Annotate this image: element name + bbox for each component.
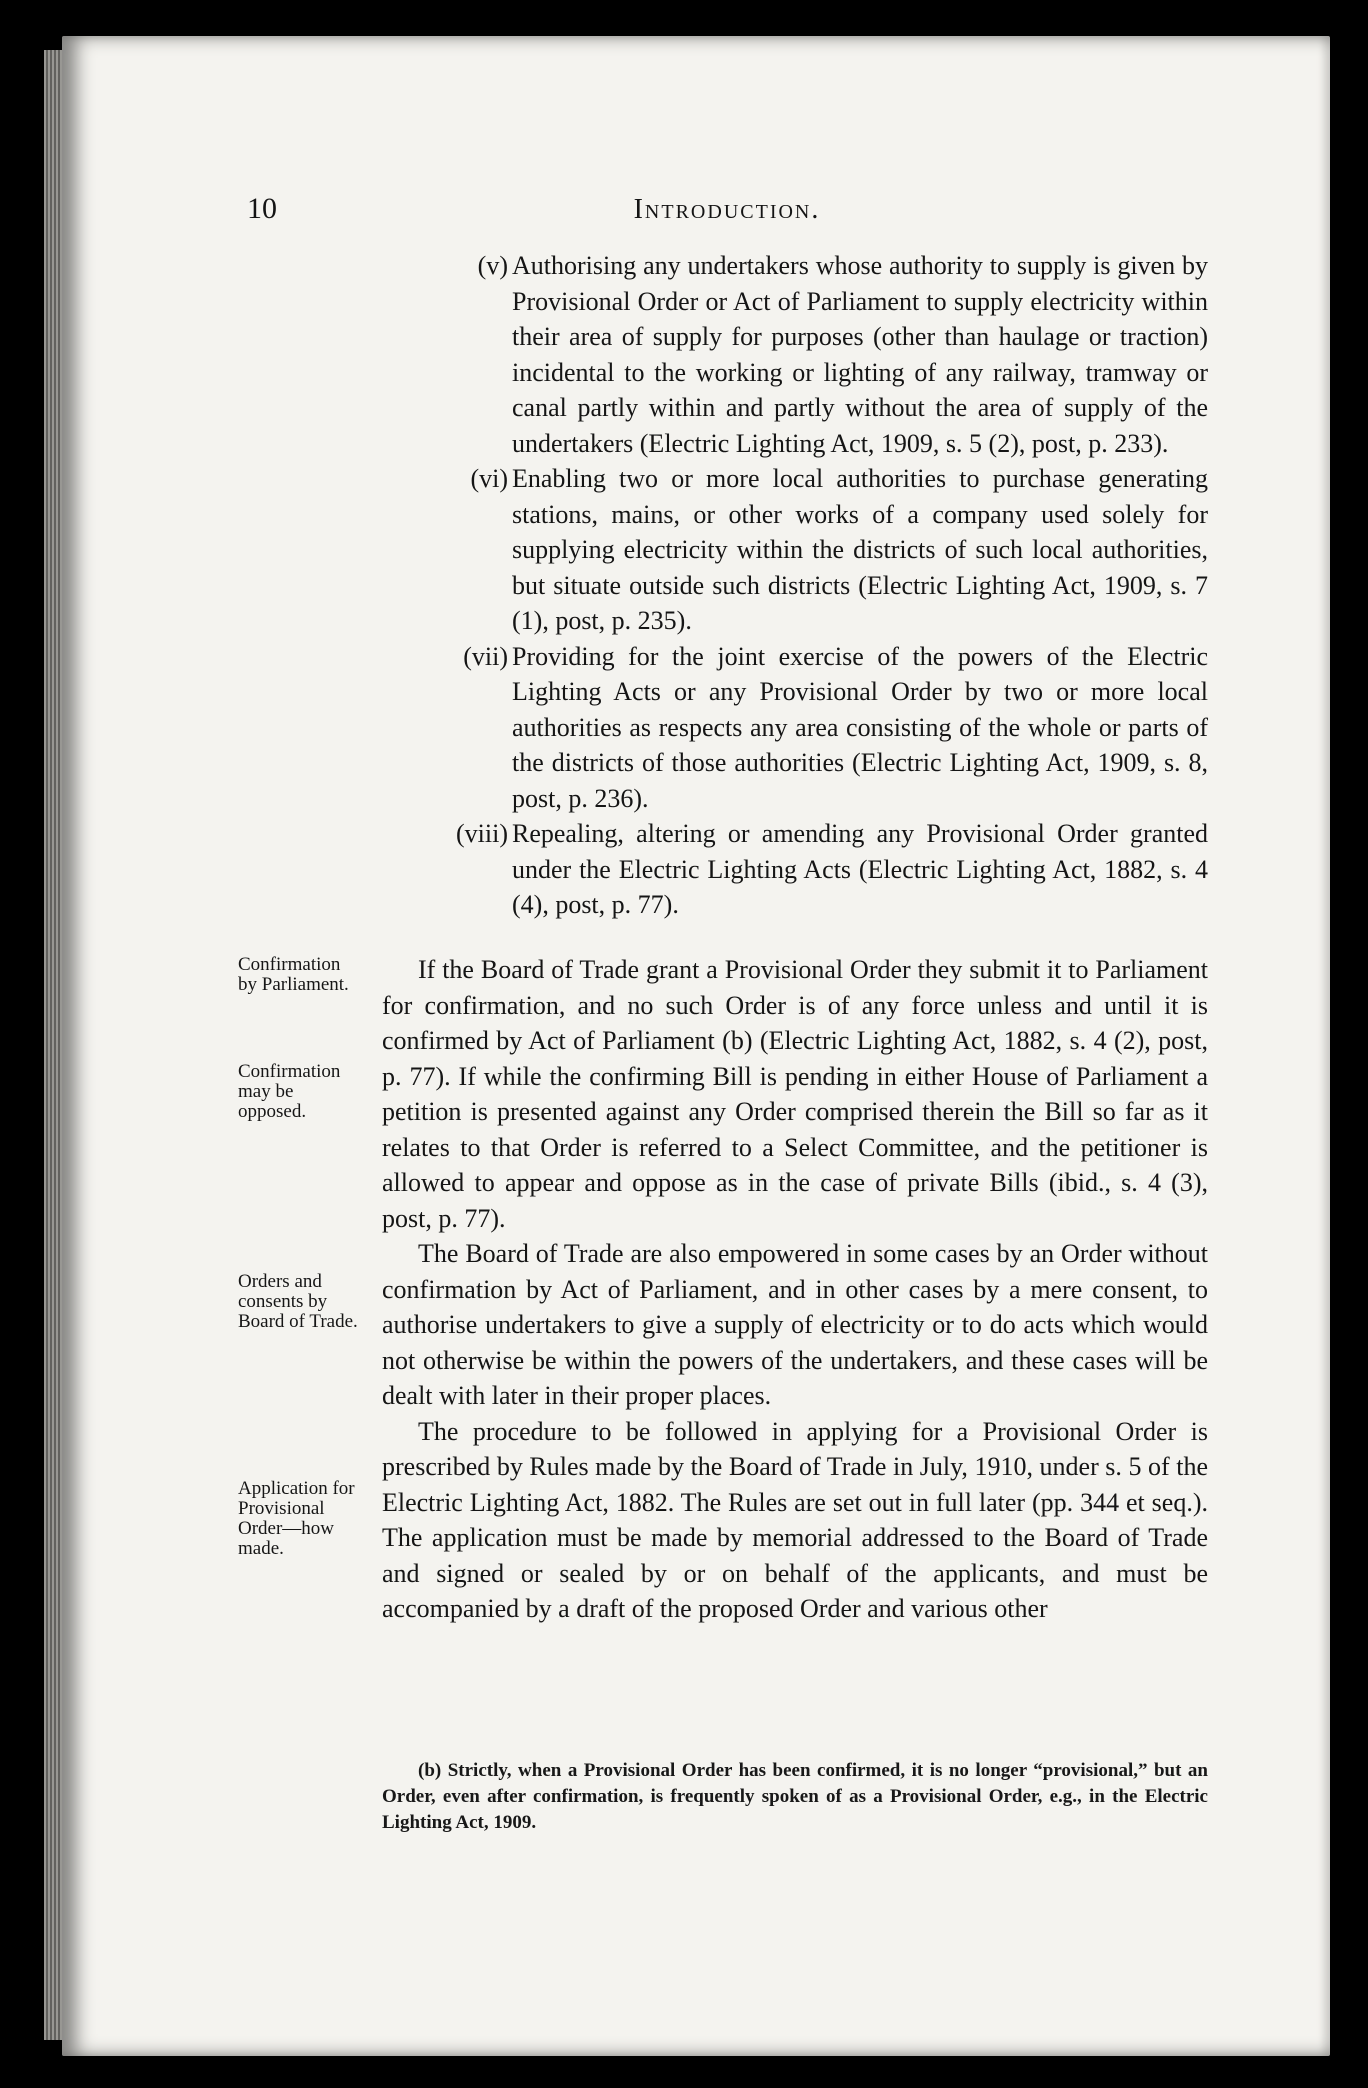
paragraph-orders: The Board of Trade are also empowered in some cases by an Order without confirmation by Act of Parliament, and in other cases by a mere consent, to authorise undertakers to give a supply of electricity or to do acts which would not otherwise be within the powers of the undertakers, and these cases will be dealt with later in their proper places. — [382, 1239, 1208, 1410]
enumerated-list — [382, 248, 1208, 923]
list-item-number: (vii) — [463, 641, 508, 671]
list-item-text: Providing for the joint exercise of the powers of the Electric Lighting Acts or any Provisional Order by two or more local authorities as respects any area consisting of the whole or parts of the districts of those authorities (Electric Lighting Act, 1909, s. 8, post, p. 236). — [512, 641, 1208, 813]
body-paragraphs — [382, 952, 1208, 1627]
list-item-text: Authorising any undertakers whose authority to supply is given by Provisional Order or Act of Parliament to supply electricity within their area of supply for purposes (other than haulage or traction) incidental to the working or lighting of any railway, tramway or canal partly within and partly without the area of supply of the undertakers (Electric Lighting Act, 1909, s. 5 (2), post, p. 233). — [512, 251, 1208, 458]
margin-note-orders: Orders and consents by Board of Trade. — [238, 1271, 358, 1332]
list-item — [382, 248, 1208, 461]
page-number: 10 — [247, 192, 277, 225]
list-item — [382, 639, 1208, 817]
margin-note-application: Application for Provisional Order—how made. — [238, 1478, 355, 1559]
list-item-text: Enabling two or more local authorities to purchase generating stations, mains, or other works of a company used solely for supplying electricity within the districts of such local authorities, but situate outside such districts (Electric Lighting Act, 1909, s. 7 (1), post, p. 235). — [512, 464, 1208, 635]
margin-note-opposed: Confirmation may be opposed. — [238, 1061, 341, 1122]
paragraph-confirmation: If the Board of Trade grant a Provisional Order they submit it to Parliament for confirmation, and no such Order is of any force unless and until it is confirmed by Act of Parliament (b) (Electric Lighting Act, 1882, s. 4 (2), post, p. 77). If while the confirming Bill is pending in either House of Parliament a petition is presented against any Order comprised therein the Bill so far as it relates to that Order is referred to a Select Committee, and the petitioner is allowed to appear and oppose as in the case of private Bills (ibid., s. 4 (3), post, p. 77). — [382, 955, 1208, 1233]
list-item-text: Repealing, altering or amending any Provisional Order granted under the Electric Lighting Acts (Electric Lighting Act, 1882, s. 4 (4), post, p. 77). — [512, 819, 1208, 919]
margin-note-confirmation: Confirmation by Parliament. — [238, 954, 349, 995]
running-title: Introduction. — [633, 194, 821, 225]
list-item-number: (v) — [477, 251, 508, 280]
page-header — [247, 192, 1207, 232]
list-item-number: (vi) — [470, 464, 508, 493]
list-item-number: (viii) — [456, 819, 508, 848]
paragraph-application: The procedure to be followed in applying for a Provisional Order is prescribed by Rules made by the Board of Trade in July, 1910, under s. 5 of the Electric Lighting Act, 1882. The Rules are set out in full later (pp. 344 et seq.). The application must be made by memorial addressed to the Board of Trade and signed or sealed by or on behalf of the applicants, and must be accompanied by a draft of the proposed Order and various other — [382, 1416, 1208, 1623]
footnote: (b) Strictly, when a Provisional Order has been confirmed, it is no longer “provisional,” but an Order, even after confirmation, is frequently spoken of as a Provisional Order, e.g., in the Electric Lighting Act, 1909. — [382, 1760, 1208, 1833]
list-item — [382, 816, 1208, 923]
list-item — [382, 461, 1208, 639]
